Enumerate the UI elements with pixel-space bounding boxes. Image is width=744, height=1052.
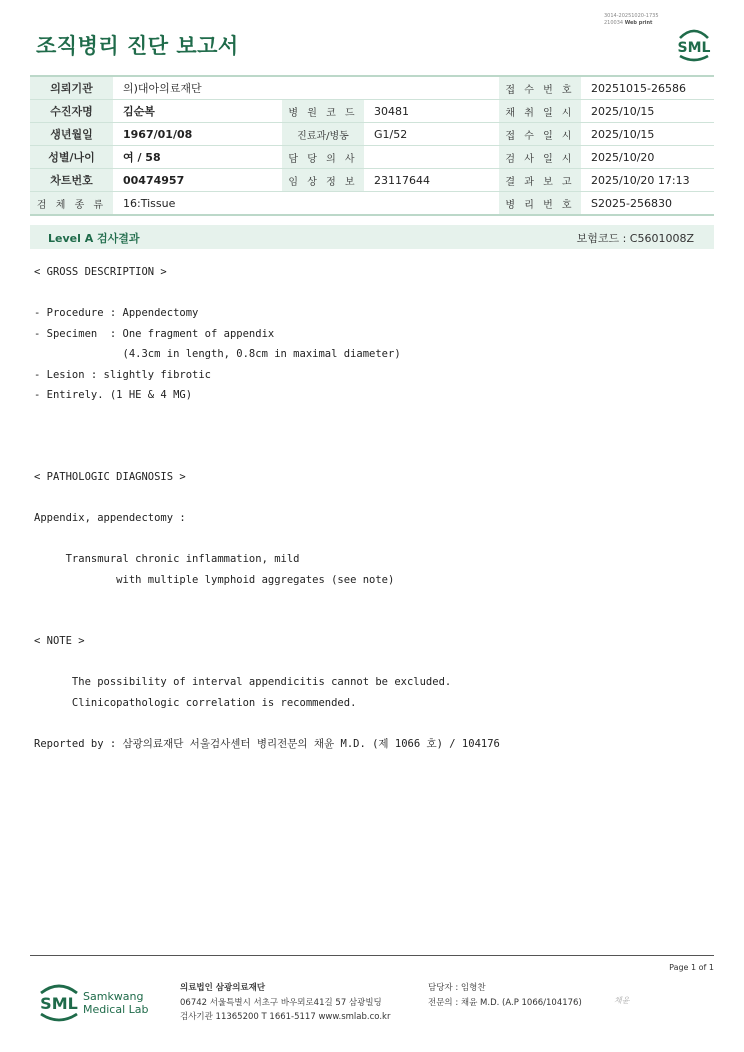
info-row — [30, 192, 714, 216]
info-label: 접 수 일 시 — [499, 123, 581, 146]
info-value: 2025/10/15 — [581, 100, 714, 123]
web-print-code: 3014-20251020-1735 — [604, 13, 659, 19]
doctor-signature: 채윤 — [614, 996, 630, 1005]
info-label: 성별/나이 — [30, 146, 113, 169]
report-body: < GROSS DESCRIPTION > - Procedure : Appendectomy - Specimen : One fragment of appendix (4.3cm in length, 0.8cm in maximal diameter) - Lesion : slightly fibrotic - Entirely. (1 HE & 4 MG) < PATHOLOGIC DIAGNOSIS > Appendix, appendectomy : Transmural chronic inflammation, mild with multiple lymphoid aggregates (see note) < NOTE > The possibility of interval appendicitis cannot be excluded. Clinicopathologic correlation is recommended. Reported by : 삼광의료재단 서울검사센터 병리전문의 채윤 M.D. (제 1066 호) / 104176 — [34, 266, 500, 750]
info-value: 의)대아의료재단 — [113, 76, 499, 100]
org-name: 의료법인 삼광의료재단 — [180, 983, 266, 993]
footer-address-block — [180, 981, 390, 1025]
svg-text:SML: SML — [677, 40, 711, 56]
info-value: 2025/10/20 17:13 — [581, 169, 714, 192]
org-contact: 검사기관 11365200 T 1661-5117 www.smlab.co.kr — [180, 1012, 391, 1022]
info-value: 00474957 — [113, 169, 282, 192]
info-label: 채 취 일 시 — [499, 100, 581, 123]
info-label: 결 과 보 고 — [499, 169, 581, 192]
doctor-name: 채윤 M.D. (A.P 1066/104176) — [460, 997, 582, 1008]
info-value: S2025-256830 — [581, 192, 714, 216]
logo-name-line1: Samkwang — [83, 990, 144, 1003]
info-row — [30, 146, 714, 169]
info-value — [364, 146, 499, 169]
info-label: 차트번호 — [30, 169, 113, 192]
info-row — [30, 169, 714, 192]
info-row — [30, 76, 714, 100]
web-print-stamp — [604, 13, 659, 27]
info-value: 30481 — [364, 100, 499, 123]
web-print-label: Web print — [624, 20, 653, 26]
page-number: Page 1 of 1 — [669, 963, 714, 972]
web-print-id: 210034 — [604, 20, 624, 26]
info-label: 검 사 일 시 — [499, 146, 581, 169]
insurance-code: 보험코드 : C5601008Z — [576, 232, 694, 245]
logo-abbr: SML — [40, 994, 78, 1013]
doctor-label: 전문의 : — [428, 997, 459, 1008]
staff-name: 임형찬 — [460, 983, 486, 993]
info-label: 병 리 번 호 — [499, 192, 581, 216]
info-row — [30, 100, 714, 123]
info-value: 16:Tissue — [113, 192, 499, 216]
org-address: 06742 서울특별시 서초구 바우뫼로41길 57 삼광빌딩 — [180, 997, 382, 1008]
info-label: 임 상 정 보 — [282, 169, 364, 192]
samkwang-logo-icon — [37, 980, 157, 1026]
info-value: 1967/01/08 — [113, 123, 282, 146]
info-value: 2025/10/15 — [581, 123, 714, 146]
patient-info-table — [30, 75, 714, 216]
info-label: 생년월일 — [30, 123, 113, 146]
info-row — [30, 123, 714, 146]
info-label: 병 원 코 드 — [282, 100, 364, 123]
info-value: 20251015-26586 — [581, 76, 714, 100]
info-label: 접 수 번 호 — [499, 76, 581, 100]
info-value: 김순복 — [113, 100, 282, 123]
info-label: 담 당 의 사 — [282, 146, 364, 169]
info-value: 23117644 — [364, 169, 499, 192]
result-level-bar — [30, 225, 714, 249]
info-value: 2025/10/20 — [581, 146, 714, 169]
footer-staff-block — [428, 981, 582, 1010]
info-label: 진료과/병동 — [282, 123, 364, 146]
info-value: 여 / 58 — [113, 146, 282, 169]
info-label: 검 체 종 류 — [30, 192, 113, 216]
logo-name-line2: Medical Lab — [83, 1003, 149, 1016]
info-label: 수진자명 — [30, 100, 113, 123]
info-label: 의뢰기관 — [30, 76, 113, 100]
sml-logo-icon — [674, 26, 714, 62]
result-level-label: Level A 검사결과 — [48, 232, 140, 245]
page-title: 조직병리 진단 보고서 — [36, 34, 239, 58]
staff-label: 담당자 : — [428, 983, 459, 993]
info-value: G1/52 — [364, 123, 499, 146]
footer-divider — [30, 955, 714, 956]
